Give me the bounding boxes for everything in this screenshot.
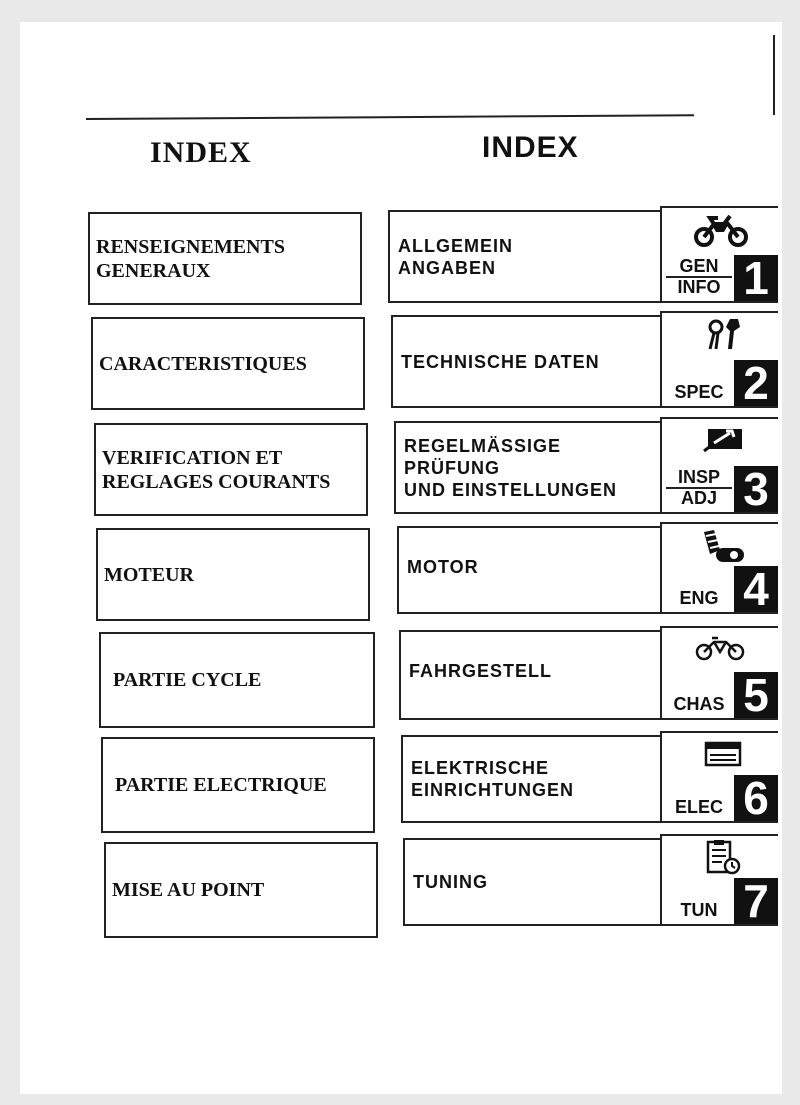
index-heading-german: INDEX [482,131,579,164]
section-code [666,901,732,920]
tab-elec[interactable] [660,731,778,823]
german-line: EINRICHTUNGEN [411,780,575,800]
tab-insp-adj[interactable] [660,417,778,514]
code-line: ELEC [674,797,723,817]
german-line: ALLGEMEIN [398,235,513,256]
section-elec-german[interactable] [401,735,778,823]
french-line: MOTEUR [104,563,194,586]
chassis-icon [690,630,750,670]
german-label [407,528,658,612]
section-chas-german[interactable] [399,630,778,720]
section-number: 6 [734,775,778,821]
code-line: GEN [679,256,719,276]
battery-icon [690,735,750,775]
section-gen-info-german[interactable] [388,210,778,303]
section-number: 1 [734,255,778,301]
french-line: RENSEIGNEMENTS [96,235,285,258]
german-line: FAHRGESTELL [409,661,553,681]
code-line: TUN [680,900,718,920]
section-number: 3 [734,466,778,512]
motorcycle-icon [690,210,750,250]
german-line: UND EINSTELLUNGEN [404,479,618,500]
section-number: 4 [734,566,778,612]
section-chas-french[interactable] [99,632,375,728]
german-line: REGELMÄSSIGE [404,435,562,456]
section-number: 5 [734,672,778,718]
tab-tun[interactable] [660,834,778,926]
section-insp-adj-german[interactable] [394,421,778,514]
section-code [666,468,732,508]
section-code [666,589,732,608]
german-line: ELEKTRISCHE [411,758,550,778]
german-label [413,840,658,924]
german-label [409,632,658,718]
section-number: 7 [734,878,778,924]
german-line: MOTOR [407,557,479,577]
section-eng-french[interactable] [96,528,370,621]
section-tun-german[interactable] [403,838,778,926]
section-spec-french[interactable] [91,317,365,410]
german-label [404,423,658,512]
section-tun-french[interactable] [104,842,378,938]
section-code [666,257,732,297]
tab-spec[interactable] [660,311,778,408]
german-line: TUNING [413,872,488,892]
section-spec-german[interactable] [391,315,778,408]
french-line: GENERAUX [96,259,211,282]
adjustment-icon [690,421,750,461]
tools-icon [690,315,750,355]
german-line: PRÜFUNG [404,457,500,478]
code-line: INSP [677,467,720,487]
index-heading-french: INDEX [150,136,252,169]
tab-gen-info[interactable] [660,206,778,303]
french-line: VERIFICATION ET [102,446,283,469]
section-code [666,695,732,714]
engine-icon [690,526,750,566]
section-gen-info-french[interactable] [88,212,362,305]
french-line: CARACTERISTIQUES [99,352,307,375]
section-number: 2 [734,360,778,406]
section-eng-german[interactable] [397,526,778,614]
french-line: REGLAGES COURANTS [102,470,331,493]
german-label [398,212,658,301]
german-label [411,737,658,821]
section-code [666,383,732,402]
code-line: CHAS [673,694,725,714]
code-line: ENG [679,588,719,608]
german-line: TECHNISCHE DATEN [401,351,600,372]
code-line: INFO [666,276,732,297]
section-code [666,798,732,817]
french-line: MISE AU POINT [112,879,265,901]
clipboard-icon [690,838,750,878]
tab-eng[interactable] [660,522,778,614]
german-line: ANGABEN [398,257,497,278]
german-label [401,317,658,406]
french-line: PARTIE CYCLE [113,669,262,691]
code-line: SPEC [674,382,724,402]
tab-chas[interactable] [660,626,778,720]
page-edge-mark [773,35,775,115]
code-line: ADJ [666,487,732,508]
french-line: PARTIE ELECTRIQUE [115,774,327,796]
section-elec-french[interactable] [101,737,375,833]
section-insp-adj-french[interactable] [94,423,368,516]
